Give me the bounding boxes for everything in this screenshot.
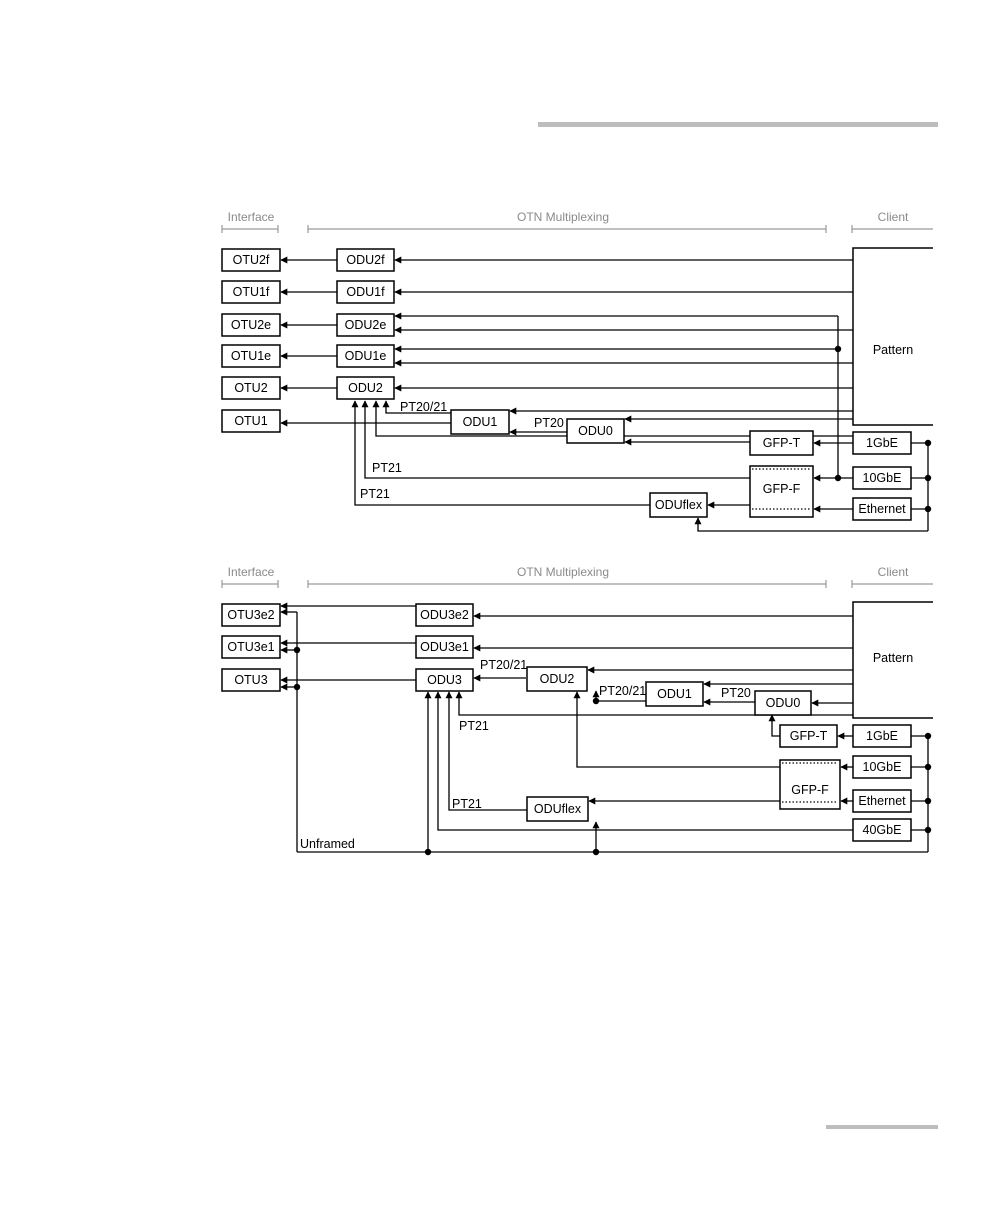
svg-text:Ethernet: Ethernet [858, 502, 906, 516]
otu-box [222, 249, 280, 271]
client-box [853, 725, 911, 747]
odu1-box [451, 410, 509, 434]
header-otn-multiplexing [308, 210, 826, 233]
pt-label: PT21 [452, 797, 482, 811]
svg-text:OTU1f: OTU1f [232, 285, 270, 299]
svg-text:ODU2: ODU2 [539, 672, 575, 686]
otu-box [222, 377, 280, 399]
svg-text:Ethernet: Ethernet [858, 794, 906, 808]
svg-text:ODU1e: ODU1e [344, 349, 387, 363]
svg-text:OTU2e: OTU2e [230, 318, 272, 332]
client-box [853, 467, 911, 489]
diagram-2-odu-boxes [416, 604, 811, 821]
diagram-1 [222, 210, 933, 531]
svg-text:GFP-F: GFP-F [791, 783, 829, 797]
svg-text:GFP-T: GFP-T [789, 729, 828, 743]
svg-text:ODU3e2: ODU3e2 [420, 608, 469, 622]
gfp-f-box [780, 760, 840, 809]
oduflex-box [527, 797, 588, 821]
svg-text:ODU2e: ODU2e [344, 318, 387, 332]
svg-text:Interface: Interface [227, 565, 275, 579]
svg-text:OTU2: OTU2 [234, 381, 268, 395]
odu-box [416, 636, 473, 658]
odu2-box [527, 667, 587, 691]
svg-text:OTU2f: OTU2f [232, 253, 270, 267]
client-box [853, 432, 911, 454]
svg-text:Interface: Interface [227, 210, 275, 224]
odu-box [337, 345, 394, 367]
svg-text:OTN Multiplexing: OTN Multiplexing [516, 210, 610, 224]
pattern-block [853, 248, 933, 425]
pt-label: PT20 [721, 686, 751, 700]
svg-text:ODU3: ODU3 [427, 673, 462, 687]
svg-text:40GbE: 40GbE [862, 823, 902, 837]
svg-text:Pattern: Pattern [872, 651, 914, 665]
svg-text:ODU2: ODU2 [348, 381, 383, 395]
pt-label: PT21 [372, 461, 402, 475]
svg-text:OTU1e: OTU1e [230, 349, 272, 363]
odu-box [337, 314, 394, 336]
svg-text:ODU1f: ODU1f [346, 285, 385, 299]
header-client [852, 565, 933, 588]
otu-box [222, 281, 280, 303]
gfp-f-box [750, 466, 813, 517]
svg-text:ODUflex: ODUflex [533, 802, 582, 816]
diagram-2-otu-boxes [222, 604, 280, 691]
otu-box [222, 410, 280, 432]
odu-box [416, 669, 473, 691]
svg-text:OTN Multiplexing: OTN Multiplexing [516, 565, 610, 579]
svg-text:ODU3e1: ODU3e1 [420, 640, 469, 654]
svg-text:ODU0: ODU0 [578, 424, 613, 438]
svg-text:ODU0: ODU0 [765, 696, 801, 710]
svg-text:ODU1: ODU1 [462, 415, 498, 429]
pt-label: PT20/21 [480, 658, 528, 672]
svg-text:10GbE: 10GbE [862, 760, 902, 774]
svg-text:GFP-T: GFP-T [762, 436, 801, 450]
header-interface [222, 210, 278, 233]
odu-box [337, 377, 394, 399]
svg-text:ODU2f: ODU2f [346, 253, 385, 267]
otu-box [222, 636, 280, 658]
otu-box [222, 604, 280, 626]
svg-text:ODU1: ODU1 [657, 687, 692, 701]
diagram-1-otu-boxes [222, 249, 280, 432]
odu-box [337, 281, 394, 303]
svg-text:Client: Client [877, 565, 909, 579]
svg-text:OTU3e2: OTU3e2 [227, 608, 275, 622]
pt-label: PT20 [534, 416, 564, 430]
unframed-label: Unframed [300, 837, 355, 851]
svg-text:Client: Client [877, 210, 909, 224]
client-box [853, 756, 911, 778]
pattern-block [853, 602, 933, 718]
pt-label: PT20/21 [400, 400, 448, 414]
odu0-box [755, 691, 811, 715]
svg-text:Pattern: Pattern [872, 343, 914, 357]
oduflex-box [650, 493, 707, 517]
svg-text:OTU3: OTU3 [234, 673, 268, 687]
svg-text:OTU3e1: OTU3e1 [227, 640, 275, 654]
diagram-1-odu-boxes [337, 249, 707, 517]
diagram-2 [222, 565, 933, 855]
pt-label: PT20/21 [599, 684, 647, 698]
client-box [853, 819, 911, 841]
pt-label: PT21 [459, 719, 489, 733]
otu-box [222, 669, 280, 691]
client-box [853, 498, 911, 520]
odu-box [337, 249, 394, 271]
header-client [852, 210, 933, 233]
client-box [853, 790, 911, 812]
gfp-t-box [780, 725, 837, 747]
odu1-box [646, 682, 703, 706]
svg-text:1GbE: 1GbE [866, 729, 898, 743]
svg-text:GFP-F: GFP-F [762, 482, 801, 496]
otu-box [222, 314, 280, 336]
gfp-t-box [750, 431, 813, 455]
svg-text:ODUflex: ODUflex [654, 498, 703, 512]
header-interface [222, 565, 278, 588]
otu-box [222, 345, 280, 367]
header-otn-multiplexing [308, 565, 826, 588]
svg-text:OTU1: OTU1 [234, 414, 268, 428]
odu-box [416, 604, 473, 626]
svg-text:1GbE: 1GbE [866, 436, 898, 450]
pt-label: PT21 [360, 487, 390, 501]
odu0-box [567, 419, 624, 443]
svg-text:10GbE: 10GbE [862, 471, 902, 485]
